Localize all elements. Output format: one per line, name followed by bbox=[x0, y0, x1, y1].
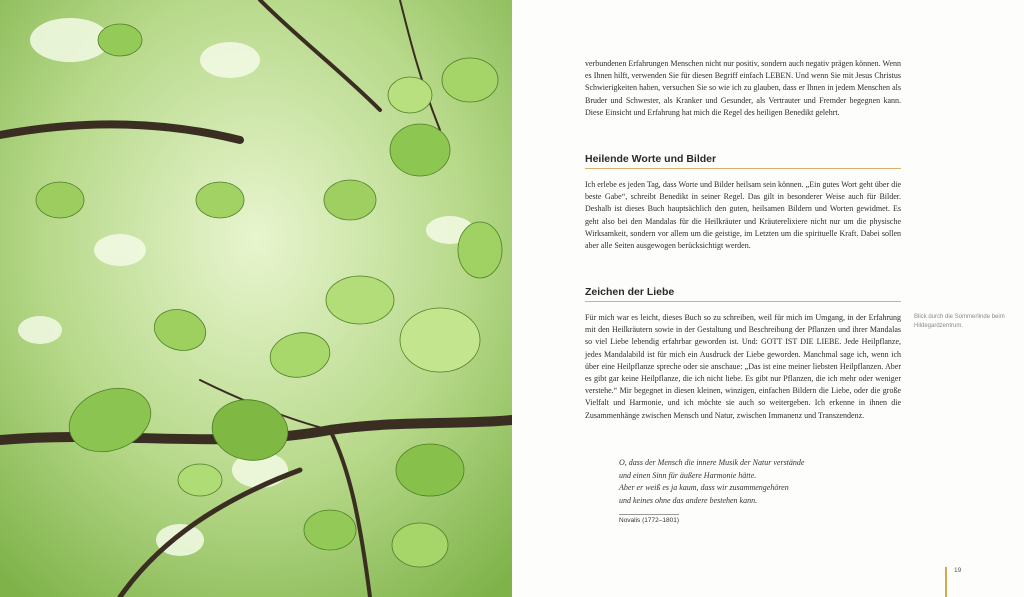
quote-line: und einen Sinn für äußere Harmonie hätte. bbox=[619, 470, 757, 480]
page-number-bar bbox=[945, 567, 947, 597]
paragraph-heilende-worte bbox=[585, 179, 901, 252]
paragraph-zeichen-text: Für mich war es leicht, dieses Buch so zu schreiben, weil für mich im Umgang, in der Erfahrung mit den Heilkräutern sowie in der Gestaltung und Beschreibung der Pflanzen und ihrer Mandalas so viel Liebe lebendig erfahrbar geworden ist. Und: GOTT IST DIE LIEBE. Jede Heilpflanze, jedes Mandalabild ist für mich ein Ausdruck der Liebe geworden. Manchmal sage ich, wenn ich über eine Heilpflanze spreche oder sie anschaue: „Das ist eine meiner liebsten Heilpflanzen. Aber es gibt gar keine Heilpflanze, die ich nicht liebe. Es gibt nur Pflanzen, die ich mehr oder weniger verstehe.“ Mir begegnet in diesen kleinen, winzigen, einfachen Bildern die Liebe, oder die große Vielfalt und Harmonie, und ich möchte sie auch so weitergeben. Ich erkenne in ihnen die Zusammenhänge zwischen Mensch und Natur, zwischen Immanenz und Transzendenz. bbox=[585, 313, 901, 420]
photo-caption: Blick durch die Sommerlinde beim Hildegardzentrum. bbox=[914, 314, 1005, 329]
heading-heilende-worte: Heilende Worte und Bilder bbox=[585, 153, 901, 169]
quote-line: und keines ohne das andere bestehen kann. bbox=[619, 495, 758, 505]
quote-divider bbox=[619, 514, 679, 515]
paragraph-intro-text: verbundenen Erfahrungen Menschen nicht nur positiv, sondern auch negativ prägen können. Wenn es Ihnen hilft, verwenden Sie für diesen Begriff einfach LEBEN. Und wenn Sie mit Jesus Christus Schwierigkeiten haben, versuchen Sie so wie ich zu glauben, dass er Ihnen in jedem Menschen als Bruder und Schwester, als Kranker und Gesunder, als Vertrauter und Fremder begegnen kann. Diese Einsicht und Erfahrung hat mich die Regel des heiligen Benedikt gelehrt. bbox=[585, 59, 901, 117]
paragraph-intro bbox=[585, 58, 901, 119]
quote-line: O, dass der Mensch die innere Musik der Natur verstände bbox=[619, 458, 805, 467]
heading-zeichen-der-liebe: Zeichen der Liebe bbox=[585, 286, 901, 302]
quote-line: Aber er weiß es ja kaum, dass wir zusammengehören bbox=[619, 483, 789, 492]
paragraph-heilende-text: Ich erlebe es jeden Tag, dass Worte und Bilder heilsam sein können. „Ein gutes Wort geht über die beste Gabe“, schreibt Benedikt in seiner Regel. Das gilt in besonderer Weise auch für Bilder. Deshalb ist dieses Buch hauptsächlich den guten, heilsamen Bildern und Worten gewidmet. Es geht also bei den Mandalas für die Heilkräuter und Kräuterelixiere nicht nur um die physische Wirksamkeit, sondern vor allem um die geistige, im Letzten um die spirituelle Kraft. Dabei sollen aber alle Seiten ausgewogen berücksichtigt werden. bbox=[585, 180, 901, 251]
quote-source: Novalis (1772–1801) bbox=[619, 517, 679, 524]
text-page bbox=[512, 0, 1024, 597]
novalis-quote bbox=[619, 457, 879, 507]
paragraph-zeichen-der-liebe bbox=[585, 312, 901, 422]
page-number: 19 bbox=[954, 567, 962, 574]
